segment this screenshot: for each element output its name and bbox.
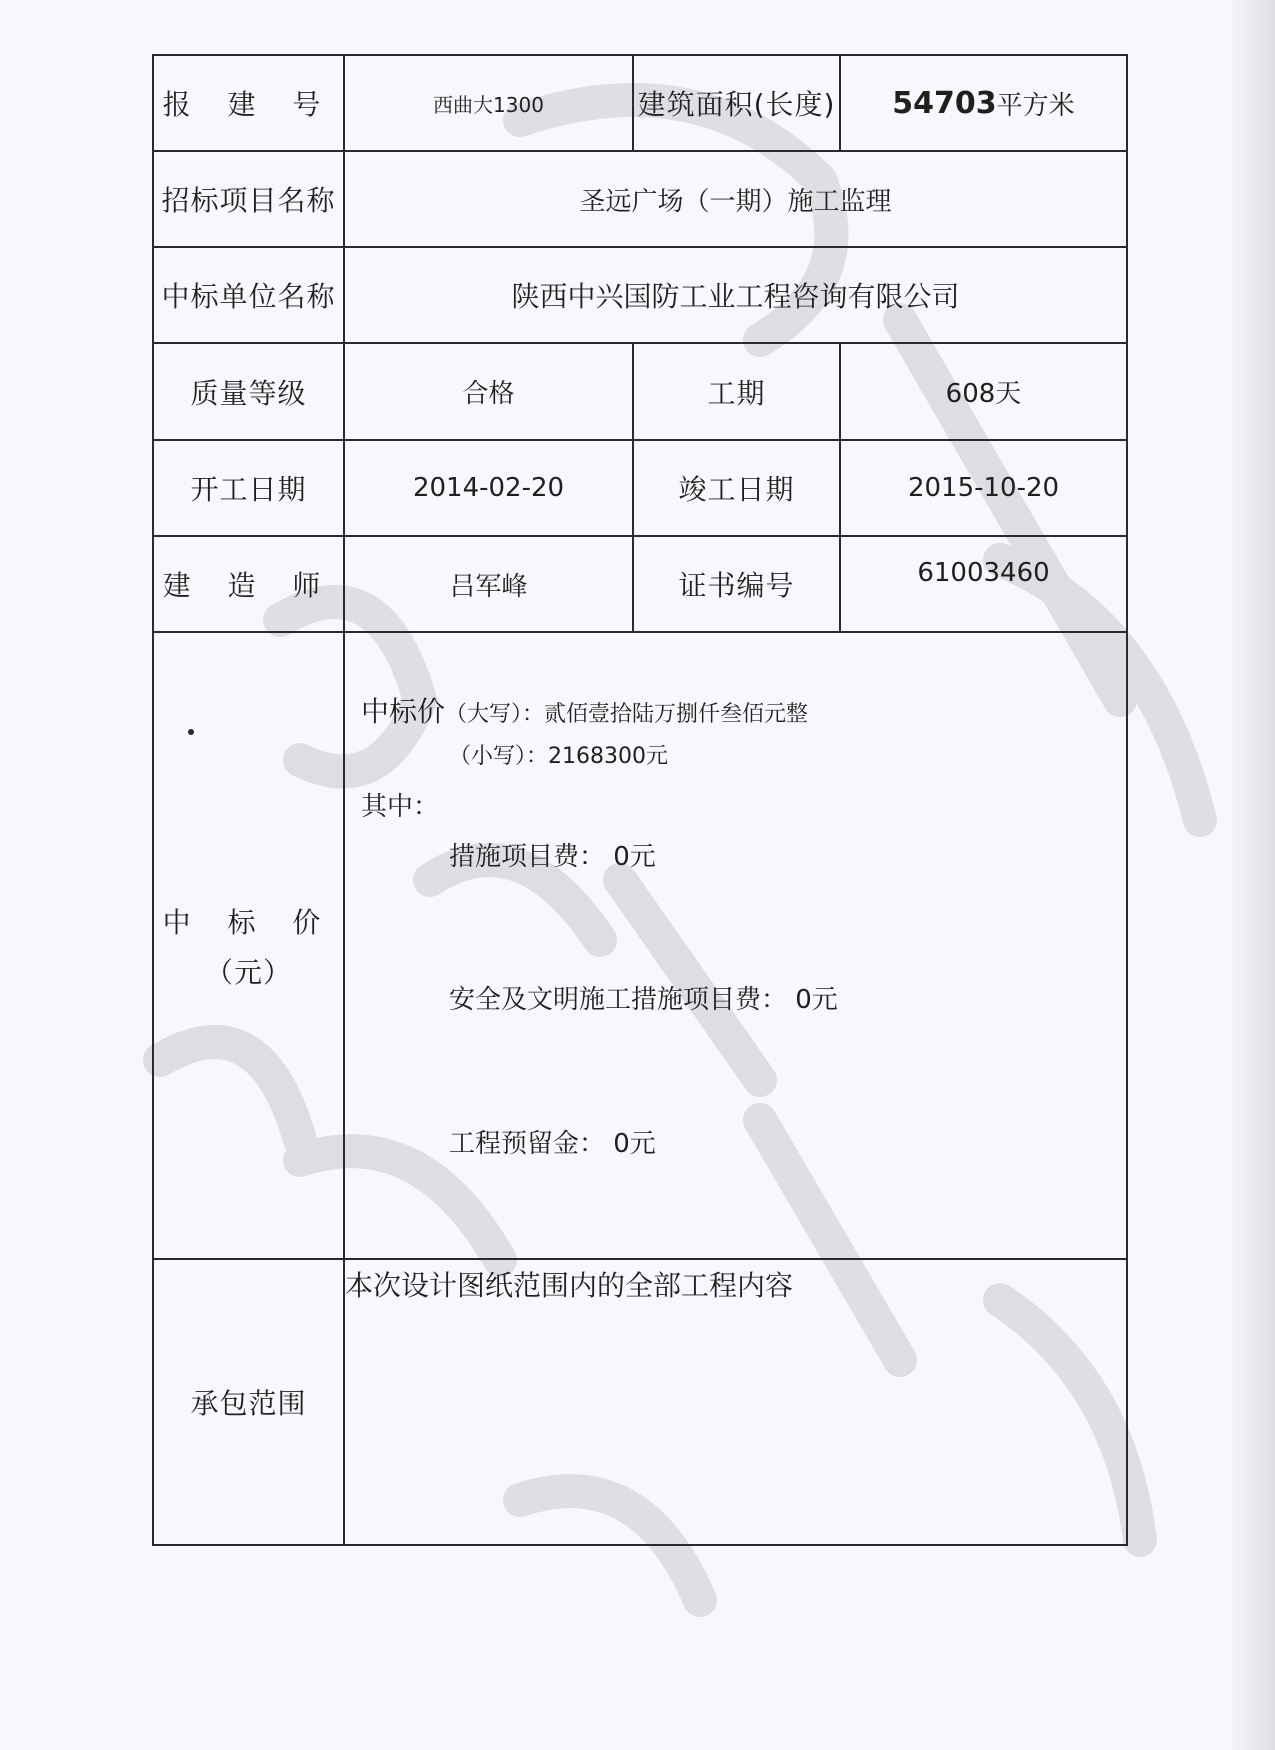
completion-date-label: 竣工日期 bbox=[678, 473, 795, 506]
winner-name-label: 中标单位名称 bbox=[161, 280, 336, 313]
building-area-label: 建筑面积(长度) bbox=[637, 88, 836, 121]
winning-price-label-line2: （元） bbox=[204, 955, 292, 989]
winning-price-label-line1: 中 标 价 bbox=[162, 905, 335, 939]
certificate-number-value: 61003460 bbox=[917, 558, 1050, 588]
start-date-value: 2014-02-20 bbox=[412, 473, 565, 503]
duration-label: 工期 bbox=[707, 376, 766, 410]
constructor-value: 吕军峰 bbox=[449, 571, 528, 602]
quality-grade-value: 合格 bbox=[462, 379, 515, 409]
bid-award-table bbox=[152, 54, 1128, 1546]
project-name-value: 圣远广场（一期）施工监理 bbox=[579, 186, 892, 217]
project-name-label: 招标项目名称 bbox=[161, 184, 336, 217]
reserve-fee: 工程预留金： 0元 bbox=[449, 1129, 656, 1159]
winner-name-value: 陕西中兴国防工业工程咨询有限公司 bbox=[511, 280, 960, 313]
paper-edge-shadow bbox=[1233, 0, 1275, 1750]
permit-number-value: 西曲大1300 bbox=[433, 92, 544, 117]
completion-date-value: 2015-10-20 bbox=[907, 473, 1060, 503]
start-date-label: 开工日期 bbox=[190, 473, 307, 506]
price-capital-line bbox=[361, 690, 808, 730]
building-area-number: 54703 bbox=[892, 85, 997, 121]
safety-fee: 安全及文明施工措施项目费： 0元 bbox=[449, 985, 838, 1015]
price-capital-value: （大写）：贰佰壹拾陆万捌仟叁佰元整 bbox=[445, 702, 809, 727]
building-area-value bbox=[841, 56, 1126, 150]
measures-fee: 措施项目费： 0元 bbox=[449, 842, 656, 872]
permit-number-label: 报 建 号 bbox=[162, 88, 335, 121]
price-lower-value: （小写）：2168300元 bbox=[449, 744, 668, 769]
building-area-unit: 平方米 bbox=[996, 90, 1075, 121]
duration-value: 608天 bbox=[945, 379, 1022, 409]
contract-scope-label: 承包范围 bbox=[190, 1387, 307, 1420]
price-capital-label: 中标价 bbox=[361, 695, 446, 728]
winning-price-label bbox=[154, 633, 343, 1258]
quality-grade-label: 质量等级 bbox=[190, 376, 307, 410]
constructor-label: 建 造 师 bbox=[162, 569, 335, 602]
certificate-number-label: 证书编号 bbox=[678, 569, 795, 602]
contract-scope-value: 本次设计图纸范围内的全部工程内容 bbox=[345, 1269, 794, 1302]
price-of-which: 其中： bbox=[361, 792, 440, 822]
